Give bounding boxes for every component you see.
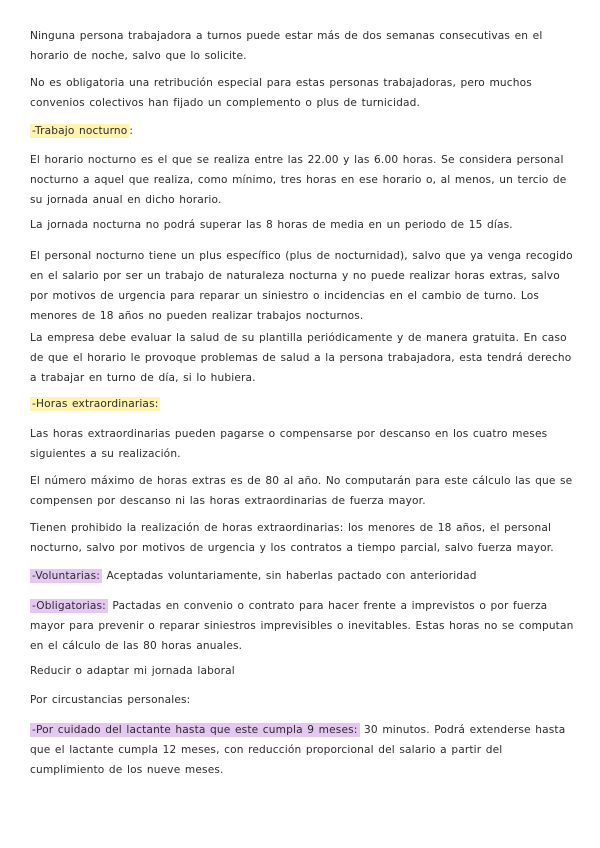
- paragraph-obligatorias: [30, 596, 578, 656]
- paragraph-voluntarias: [30, 566, 578, 586]
- highlight-trabajo-nocturno: -Trabajo nocturno: [32, 125, 128, 137]
- voluntarias-text: Aceptadas voluntariamente, sin haberlas pactado con anterioridad: [101, 570, 477, 582]
- obligatorias-text: Pactadas en convenio o contrato para hacer frente a imprevistos o por fuerza mayor para prevenir o reparar siniestros imprevisibles o inevitables. Estas horas no se computan en el cálculo de las 80 horas anuales.: [30, 600, 574, 652]
- paragraph-maximo-horas: El número máximo de horas extras es de 80 al año. No computarán para este cálculo las que se compensen por descanso ni las horas extraordinarias de fuerza mayor.: [30, 475, 573, 507]
- paragraph-pago-horas-extra: Las horas extraordinarias pueden pagarse o compensarse por descanso en los cuatro meses siguientes a su realización.: [30, 428, 548, 460]
- lactante-text: 30 minutos. Podrá extenderse hasta que el lactante cumpla 12 meses, con reducción proporcional del salario a partir del cumplimiento de los nueve meses.: [30, 724, 566, 776]
- paragraph-lactante: [30, 720, 578, 780]
- heading-horas-extraordinarias: [30, 394, 578, 414]
- paragraph-horario-nocturno: El horario nocturno es el que se realiza entre las 22.00 y las 6.00 horas. Se considera personal nocturno a aquel que realiza, como mínimo, tres horas en ese horario o, al menos, un tercio de su jornada anual en dicho horario.: [30, 154, 567, 206]
- paragraph-jornada-nocturna: La jornada nocturna no podrá superar las 8 horas de media en un periodo de 15 días.: [30, 219, 513, 231]
- paragraph-plus-nocturnidad: El personal nocturno tiene un plus específico (plus de nocturnidad), salvo que ya venga recogido en el salario por ser un trabajo de naturaleza nocturna y no puede realizar horas extras, salvo por motivos de urgencia para reparar un siniestro o incidencias en el cambio de turno. Los menores de 18 años no pueden realizar trabajos nocturnos.: [30, 250, 573, 322]
- paragraph-salud-plantilla: La empresa debe evaluar la salud de su plantilla periódicamente y de manera gratuita. En caso de que el horario le provoque problemas de salud a la persona trabajadora, esta tendrá derecho a trabajar en turno de día, si lo hubiera.: [30, 332, 572, 384]
- highlight-lactante: -Por cuidado del lactante hasta que este cumpla 9 meses:: [32, 724, 358, 736]
- paragraph-retribucion: No es obligatoria una retribución especial para estas personas trabajadoras, pero muchos convenios colectivos han fijado un complemento o plus de turnicidad.: [30, 77, 532, 109]
- highlight-obligatorias: -Obligatorias:: [32, 600, 106, 612]
- paragraph-turnos-noche: Ninguna persona trabajadora a turnos puede estar más de dos semanas consecutivas en el horario de noche, salvo que lo solicite.: [30, 30, 543, 62]
- paragraph-circunstancias: Por circustancias personales:: [30, 694, 191, 706]
- highlight-horas-extraordinarias: -Horas extraordinarias:: [32, 398, 159, 410]
- paragraph-prohibido: Tienen prohibido la realización de horas extraordinarias: los menores de 18 años, el personal nocturno, salvo por motivos de urgencia y los contratos a tiempo parcial, salvo fuerza mayor.: [30, 522, 554, 554]
- heading-colon: :: [129, 125, 134, 137]
- heading-trabajo-nocturno: [30, 121, 578, 141]
- paragraph-reducir-jornada: Reducir o adaptar mi jornada laboral: [30, 665, 235, 677]
- highlight-voluntarias: -Voluntarias:: [32, 570, 100, 582]
